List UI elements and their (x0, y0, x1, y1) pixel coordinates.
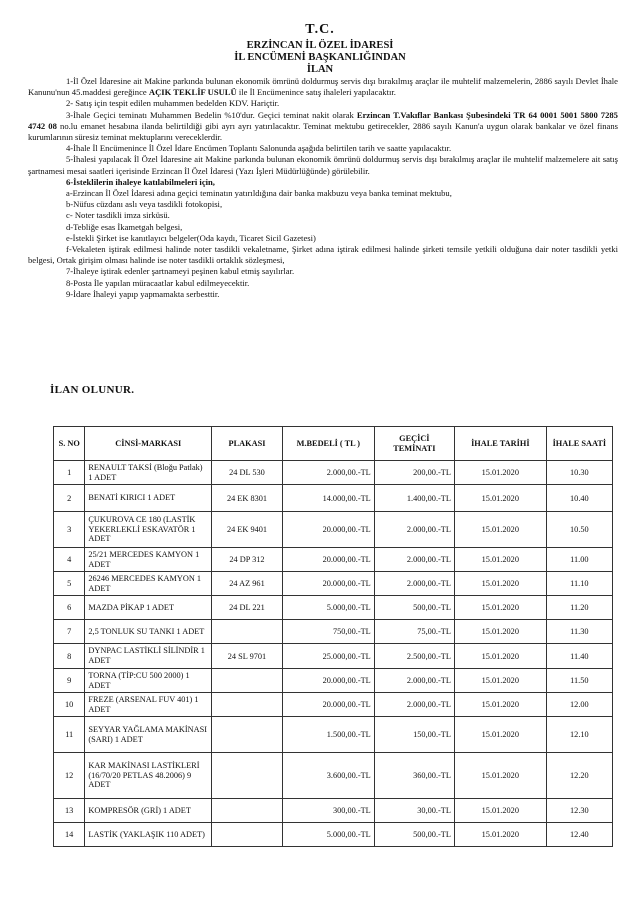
cell-saat: 12.20 (546, 753, 612, 799)
cell-cins: MAZDA PİKAP 1 ADET (85, 596, 212, 620)
cell-bedel: 5.000,00.-TL (282, 596, 374, 620)
cell-bedel: 20.000,00.-TL (282, 693, 374, 717)
cell-no: 9 (54, 669, 85, 693)
table-row (54, 548, 613, 572)
cell-teminat: 2.000,00.-TL (374, 512, 454, 548)
paragraph-6-title: 6-İsteklilerin ihaleye katılabilmeleri için, (66, 176, 215, 187)
cell-cins: TORNA (TİP:CU 500 2000) 1 ADET (85, 669, 212, 693)
table-row (54, 669, 613, 693)
cell-teminat: 1.400,00.-TL (374, 485, 454, 512)
cell-bedel: 20.000,00.-TL (282, 572, 374, 596)
cell-plaka: 24 DP 312 (212, 548, 283, 572)
cell-no: 1 (54, 461, 85, 485)
table-header-row (54, 427, 613, 461)
cell-no: 5 (54, 572, 85, 596)
cell-no: 10 (54, 693, 85, 717)
header-teminat: GEÇİCİ TEMİNATI (374, 427, 454, 461)
cell-teminat: 2.000,00.-TL (374, 572, 454, 596)
cell-teminat: 75,00.-TL (374, 620, 454, 644)
cell-tarih: 15.01.2020 (454, 485, 546, 512)
cell-saat: 10.40 (546, 485, 612, 512)
requirement-e: e-İstekli Şirket ise kanıtlayıcı belgeler(Oda kaydı, Ticaret Sicil Gazetesi) (66, 232, 316, 243)
header-bedel: M.BEDELİ ( TL ) (282, 427, 374, 461)
cell-tarih: 15.01.2020 (454, 823, 546, 847)
cell-cins: KAR MAKİNASI LASTİKLERİ (16/70/20 PETLAS 48.2006) 9 ADET (85, 753, 212, 799)
cell-teminat: 360,00.-TL (374, 753, 454, 799)
paragraph-7: 7-İhaleye iştirak edenler şartnameyi peşinen kabul etmiş sayılırlar. (66, 266, 295, 277)
paragraph-1: 1-İl Özel İdaresine ait Makine parkında bulunan ekonomik ömrünü doldurmuş servis dışı bırakılmış araçlar ile muhtelif malzemelerin, 2886 sayılı Devlet İhale Kanunu'nun 45.maddesi gereğince AÇIK TEKLİF USULÜ ile İl Encümenince satış ihaleleri yapılacaktır. (28, 76, 618, 98)
requirement-c: c- Noter tasdikli imza sirküsü. (66, 210, 170, 221)
cell-cins: RENAULT TAKSİ (Bloğu Patlak) 1 ADET (85, 461, 212, 485)
cell-bedel: 300,00.-TL (282, 799, 374, 823)
cell-plaka (212, 669, 283, 693)
cell-plaka: 24 SL 9701 (212, 644, 283, 669)
cell-bedel: 750,00.-TL (282, 620, 374, 644)
cell-cins: KOMPRESÖR (GRİ) 1 ADET (85, 799, 212, 823)
cell-teminat: 2.000,00.-TL (374, 548, 454, 572)
cell-tarih: 15.01.2020 (454, 548, 546, 572)
cell-cins: 26246 MERCEDES KAMYON 1 ADET (85, 572, 212, 596)
table-row (54, 799, 613, 823)
cell-no: 11 (54, 717, 85, 753)
header-ilan: İLAN (306, 64, 334, 75)
cell-teminat: 2.000,00.-TL (374, 669, 454, 693)
cell-tarih: 15.01.2020 (454, 753, 546, 799)
table-row (54, 753, 613, 799)
cell-plaka (212, 620, 283, 644)
paragraph-1-method: AÇIK TEKLİF USULÜ (148, 87, 237, 98)
cell-cins: FREZE (ARSENAL FUV 401) 1 ADET (85, 693, 212, 717)
cell-saat: 11.20 (546, 596, 612, 620)
cell-bedel: 20.000,00.-TL (282, 548, 374, 572)
cell-saat: 12.30 (546, 799, 612, 823)
paragraph-8: 8-Posta İle yapılan müracaatlar kabul edilmeyecektir. (66, 277, 250, 288)
paragraph-3-bank-account: Erzincan T.Vakıflar Bankası Şubesindeki TR 64 0001 5001 5800 7285 4742 08 (28, 109, 618, 131)
table-row (54, 717, 613, 753)
cell-cins: 2,5 TONLUK SU TANKI 1 ADET (85, 620, 212, 644)
cell-bedel: 14.000,00.-TL (282, 485, 374, 512)
cell-saat: 11.30 (546, 620, 612, 644)
cell-tarih: 15.01.2020 (454, 461, 546, 485)
cell-plaka: 24 AZ 961 (212, 572, 283, 596)
cell-bedel: 25.000,00.-TL (282, 644, 374, 669)
cell-no: 13 (54, 799, 85, 823)
requirement-d: d-Tebliğe esas İkametgah belgesi, (66, 221, 183, 232)
table-row (54, 572, 613, 596)
cell-no: 14 (54, 823, 85, 847)
cell-saat: 11.10 (546, 572, 612, 596)
cell-bedel: 5.000,00.-TL (282, 823, 374, 847)
auction-table-body (54, 461, 613, 847)
table-row (54, 596, 613, 620)
requirement-b: b-Nüfus cüzdanı aslı veya tasdikli fotokopisi, (66, 199, 223, 210)
header-cins: CİNSİ-MARKASI (85, 427, 212, 461)
cell-cins: BENATİ KIRICI 1 ADET (85, 485, 212, 512)
cell-plaka (212, 823, 283, 847)
cell-saat: 11.40 (546, 644, 612, 669)
cell-plaka: 24 DL 530 (212, 461, 283, 485)
cell-plaka (212, 753, 283, 799)
table-row (54, 512, 613, 548)
cell-cins: SEYYAR YAĞLAMA MAKİNASI (SARI) 1 ADET (85, 717, 212, 753)
paragraph-3: 3-İhale Geçici teminatı Muhammen Bedelin %10'dur. Geçici teminat nakit olarak Erzincan T.Vakıflar Bankası Şubesindeki TR 64 0001 5001 5800 7285 4742 08 no.lu emanet hesabına ilanda belirtildiği gibi ayrı ayrı yatırılacaktır. Teminat mektubu getirecekler, 2886 sayılı Kanun'a uygun olarak bankalar ve özel finans kurumlarının süresiz teminat mektuplarını vereceklerdir. (28, 109, 618, 143)
requirement-f: f-Vekaleten iştirak edilmesi halinde noter tasdikli vekaletname, Şirket adına iştirak edilmesi halinde şirketi temsile yetkili olduğuna dair noter tasdikli yetki belgesi, Ortak girişim olması halinde ise noter tasdikli ortaklık sözleşmesi, (28, 244, 618, 266)
cell-teminat: 30,00.-TL (374, 799, 454, 823)
cell-saat: 11.50 (546, 669, 612, 693)
cell-plaka (212, 717, 283, 753)
cell-plaka: 24 EK 8301 (212, 485, 283, 512)
cell-tarih: 15.01.2020 (454, 572, 546, 596)
cell-teminat: 2.000,00.-TL (374, 693, 454, 717)
cell-teminat: 500,00.-TL (374, 596, 454, 620)
cell-no: 3 (54, 512, 85, 548)
cell-bedel: 1.500,00.-TL (282, 717, 374, 753)
paragraph-9: 9-İdare İhaleyi yapıp yapmamakta serbesttir. (66, 288, 220, 299)
header-no: S. NO (54, 427, 85, 461)
cell-teminat: 150,00.-TL (374, 717, 454, 753)
table-row (54, 620, 613, 644)
cell-teminat: 200,00.-TL (374, 461, 454, 485)
cell-cins: LASTİK (YAKLAŞIK 110 ADET) (85, 823, 212, 847)
cell-tarih: 15.01.2020 (454, 620, 546, 644)
cell-plaka: 24 DL 221 (212, 596, 283, 620)
auction-table (53, 426, 613, 847)
cell-no: 8 (54, 644, 85, 669)
cell-saat: 12.00 (546, 693, 612, 717)
paragraph-4: 4-İhale İl Encümenince İl Özel İdare Encümen Toplantı Salonunda aşağıda belirtilen tarih ve saatte yapılacaktır. (66, 143, 452, 154)
header-tc: T.C. (305, 22, 335, 37)
cell-no: 7 (54, 620, 85, 644)
header-institution: ERZİNCAN İL ÖZEL İDARESİ (246, 40, 394, 51)
cell-cins: ÇUKUROVA CE 180 (LASTİK YEKERLEKLİ ESKAVATÖR 1 ADET (85, 512, 212, 548)
cell-tarih: 15.01.2020 (454, 669, 546, 693)
header-plaka: PLAKASI (212, 427, 283, 461)
cell-saat: 11.00 (546, 548, 612, 572)
cell-bedel: 20.000,00.-TL (282, 669, 374, 693)
cell-tarih: 15.01.2020 (454, 596, 546, 620)
cell-saat: 12.40 (546, 823, 612, 847)
table-row (54, 823, 613, 847)
cell-tarih: 15.01.2020 (454, 717, 546, 753)
header-saat: İHALE SAATİ (546, 427, 612, 461)
cell-no: 6 (54, 596, 85, 620)
cell-no: 4 (54, 548, 85, 572)
cell-plaka: 24 EK 9401 (212, 512, 283, 548)
requirement-a: a-Erzincan İl Özel İdaresi adına geçici teminatın yatırıldığına dair banka makbuzu veya banka teminat mektubu, (66, 188, 452, 199)
cell-tarih: 15.01.2020 (454, 644, 546, 669)
table-row (54, 485, 613, 512)
cell-saat: 12.10 (546, 717, 612, 753)
cell-cins: DYNPAC LASTİKLİ SİLİNDİR 1 ADET (85, 644, 212, 669)
cell-plaka (212, 799, 283, 823)
table-row (54, 644, 613, 669)
closing-statement: İLAN OLUNUR. (50, 384, 135, 396)
cell-tarih: 15.01.2020 (454, 799, 546, 823)
announcement-body (28, 76, 618, 300)
cell-bedel: 2.000,00.-TL (282, 461, 374, 485)
cell-bedel: 3.600,00.-TL (282, 753, 374, 799)
cell-tarih: 15.01.2020 (454, 693, 546, 717)
cell-teminat: 2.500,00.-TL (374, 644, 454, 669)
paragraph-2: 2- Satış için tespit edilen muhammen bedelden KDV. Hariçtir. (66, 98, 280, 109)
paragraph-5: 5-İhalesi yapılacak İl Özel İdaresine ait Makine parkında bulunan ekonomik ömrünü doldurmuş servis dışı bırakılmış araçlar ile muhtelif malzemelere ait satış şartnamesi mesai saatleri içerisinde Erzincan İl Özel İdaresi (Yazı İşleri Müdürlüğünde) görülebilir. (28, 154, 618, 176)
cell-teminat: 500,00.-TL (374, 823, 454, 847)
cell-bedel: 20.000,00.-TL (282, 512, 374, 548)
cell-plaka (212, 693, 283, 717)
table-row (54, 693, 613, 717)
cell-cins: 25/21 MERCEDES KAMYON 1 ADET (85, 548, 212, 572)
header-tarih: İHALE TARİHİ (454, 427, 546, 461)
cell-no: 2 (54, 485, 85, 512)
header-council: İL ENCÜMENİ BAŞKANLIĞINDAN (234, 52, 406, 63)
cell-saat: 10.30 (546, 461, 612, 485)
cell-tarih: 15.01.2020 (454, 512, 546, 548)
table-row (54, 461, 613, 485)
cell-no: 12 (54, 753, 85, 799)
cell-saat: 10.50 (546, 512, 612, 548)
